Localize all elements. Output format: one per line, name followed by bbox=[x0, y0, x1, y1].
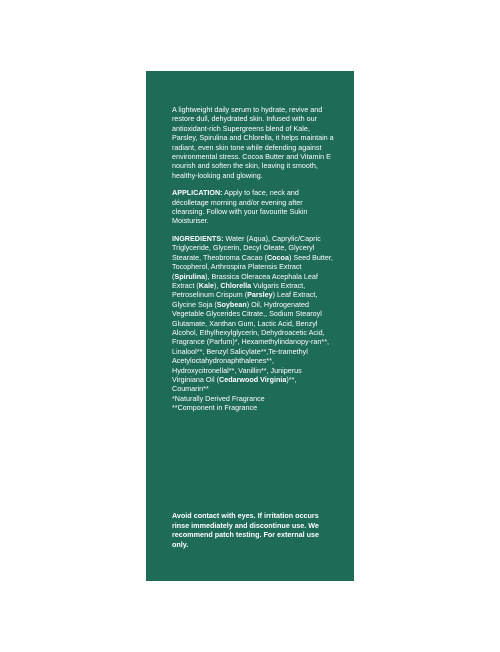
ingredients-section bbox=[172, 234, 334, 413]
application-heading: APPLICATION: bbox=[172, 188, 223, 198]
warning-text: Avoid contact with eyes. If irritation occurs rinse immediately and discontinue use. We recommend patch testing. For external use only. bbox=[172, 511, 319, 549]
fragrance-note-component: **Component in Fragrance bbox=[172, 403, 258, 413]
application-text: Apply to face, neck and décolletage morning and/or evening after cleansing. Follow with your favourite Sukin Moisturiser. bbox=[172, 188, 308, 226]
product-description: A lightweight daily serum to hydrate, revive and restore dull, dehydrated skin. Infused with our antioxidant-rich Supergreens blend of Kale, Parsley, Spirulina and Chlorella, it helps maintain a radiant, even skin tone while defending against environmental stress. Cocoa Butter and Vitamin E nourish and soften the skin, leaving it smooth, healthy-looking and glowing. bbox=[172, 105, 334, 180]
product-label-panel bbox=[146, 71, 354, 581]
ingredients-text: ), bbox=[213, 280, 221, 290]
ingredients-text: ) Seed Butter, Tocopherol, Arthrospira Platensis Extract ( bbox=[172, 252, 333, 281]
ingredient-highlight: Spirulina bbox=[174, 271, 206, 281]
ingredients-text: Vulgaris Extract, Petroselinum Crispum ( bbox=[172, 280, 306, 300]
ingredients-text: Water (Aqua), Caprylic/Capric Triglyceride, Glycerin, Decyl Oleate, Glyceryl Stearate, Theobroma Cacao ( bbox=[172, 233, 321, 262]
label-text-block bbox=[172, 105, 334, 421]
ingredients-text: ) Oil, Hydrogenated Vegetable Glycerides Citrate,, Sodium Stearoyl Glutamate, Xanthan Gum, Lactic Acid, Benzyl Alcohol, Ethylhexylglycerin, Dehydroacetic Acid, Fragrance (Parfum)*, Hexamethylindanopy-ran**, Linalool**, Benzyl Salicylate**,Te-tramethyl Acetyloctahydronaphthalenes**, Hydroxycitronellal**, Vanillin**, Juniperus Virginiana Oil ( bbox=[172, 299, 329, 384]
ingredients-heading: INGREDIENTS: bbox=[172, 233, 224, 243]
ingredient-highlight: Cocoa bbox=[266, 252, 289, 262]
ingredient-highlight: Parsley bbox=[247, 290, 273, 300]
ingredients-text: ), Brassica Oleracea Acephala Leaf Extract ( bbox=[172, 271, 318, 290]
ingredient-highlight: Kale bbox=[198, 280, 214, 290]
ingredients-text: ) Leaf Extract, Glycine Soja ( bbox=[172, 290, 318, 309]
application-section bbox=[172, 188, 334, 226]
ingredient-highlight: Soybean bbox=[216, 299, 247, 309]
ingredient-highlight: Chlorella bbox=[220, 280, 252, 290]
fragrance-note-natural: *Naturally Derived Fragrance bbox=[172, 393, 265, 403]
ingredients-text: )**, Coumarin** bbox=[172, 374, 297, 394]
ingredient-highlight: Cedarwood Virginia bbox=[219, 374, 287, 384]
